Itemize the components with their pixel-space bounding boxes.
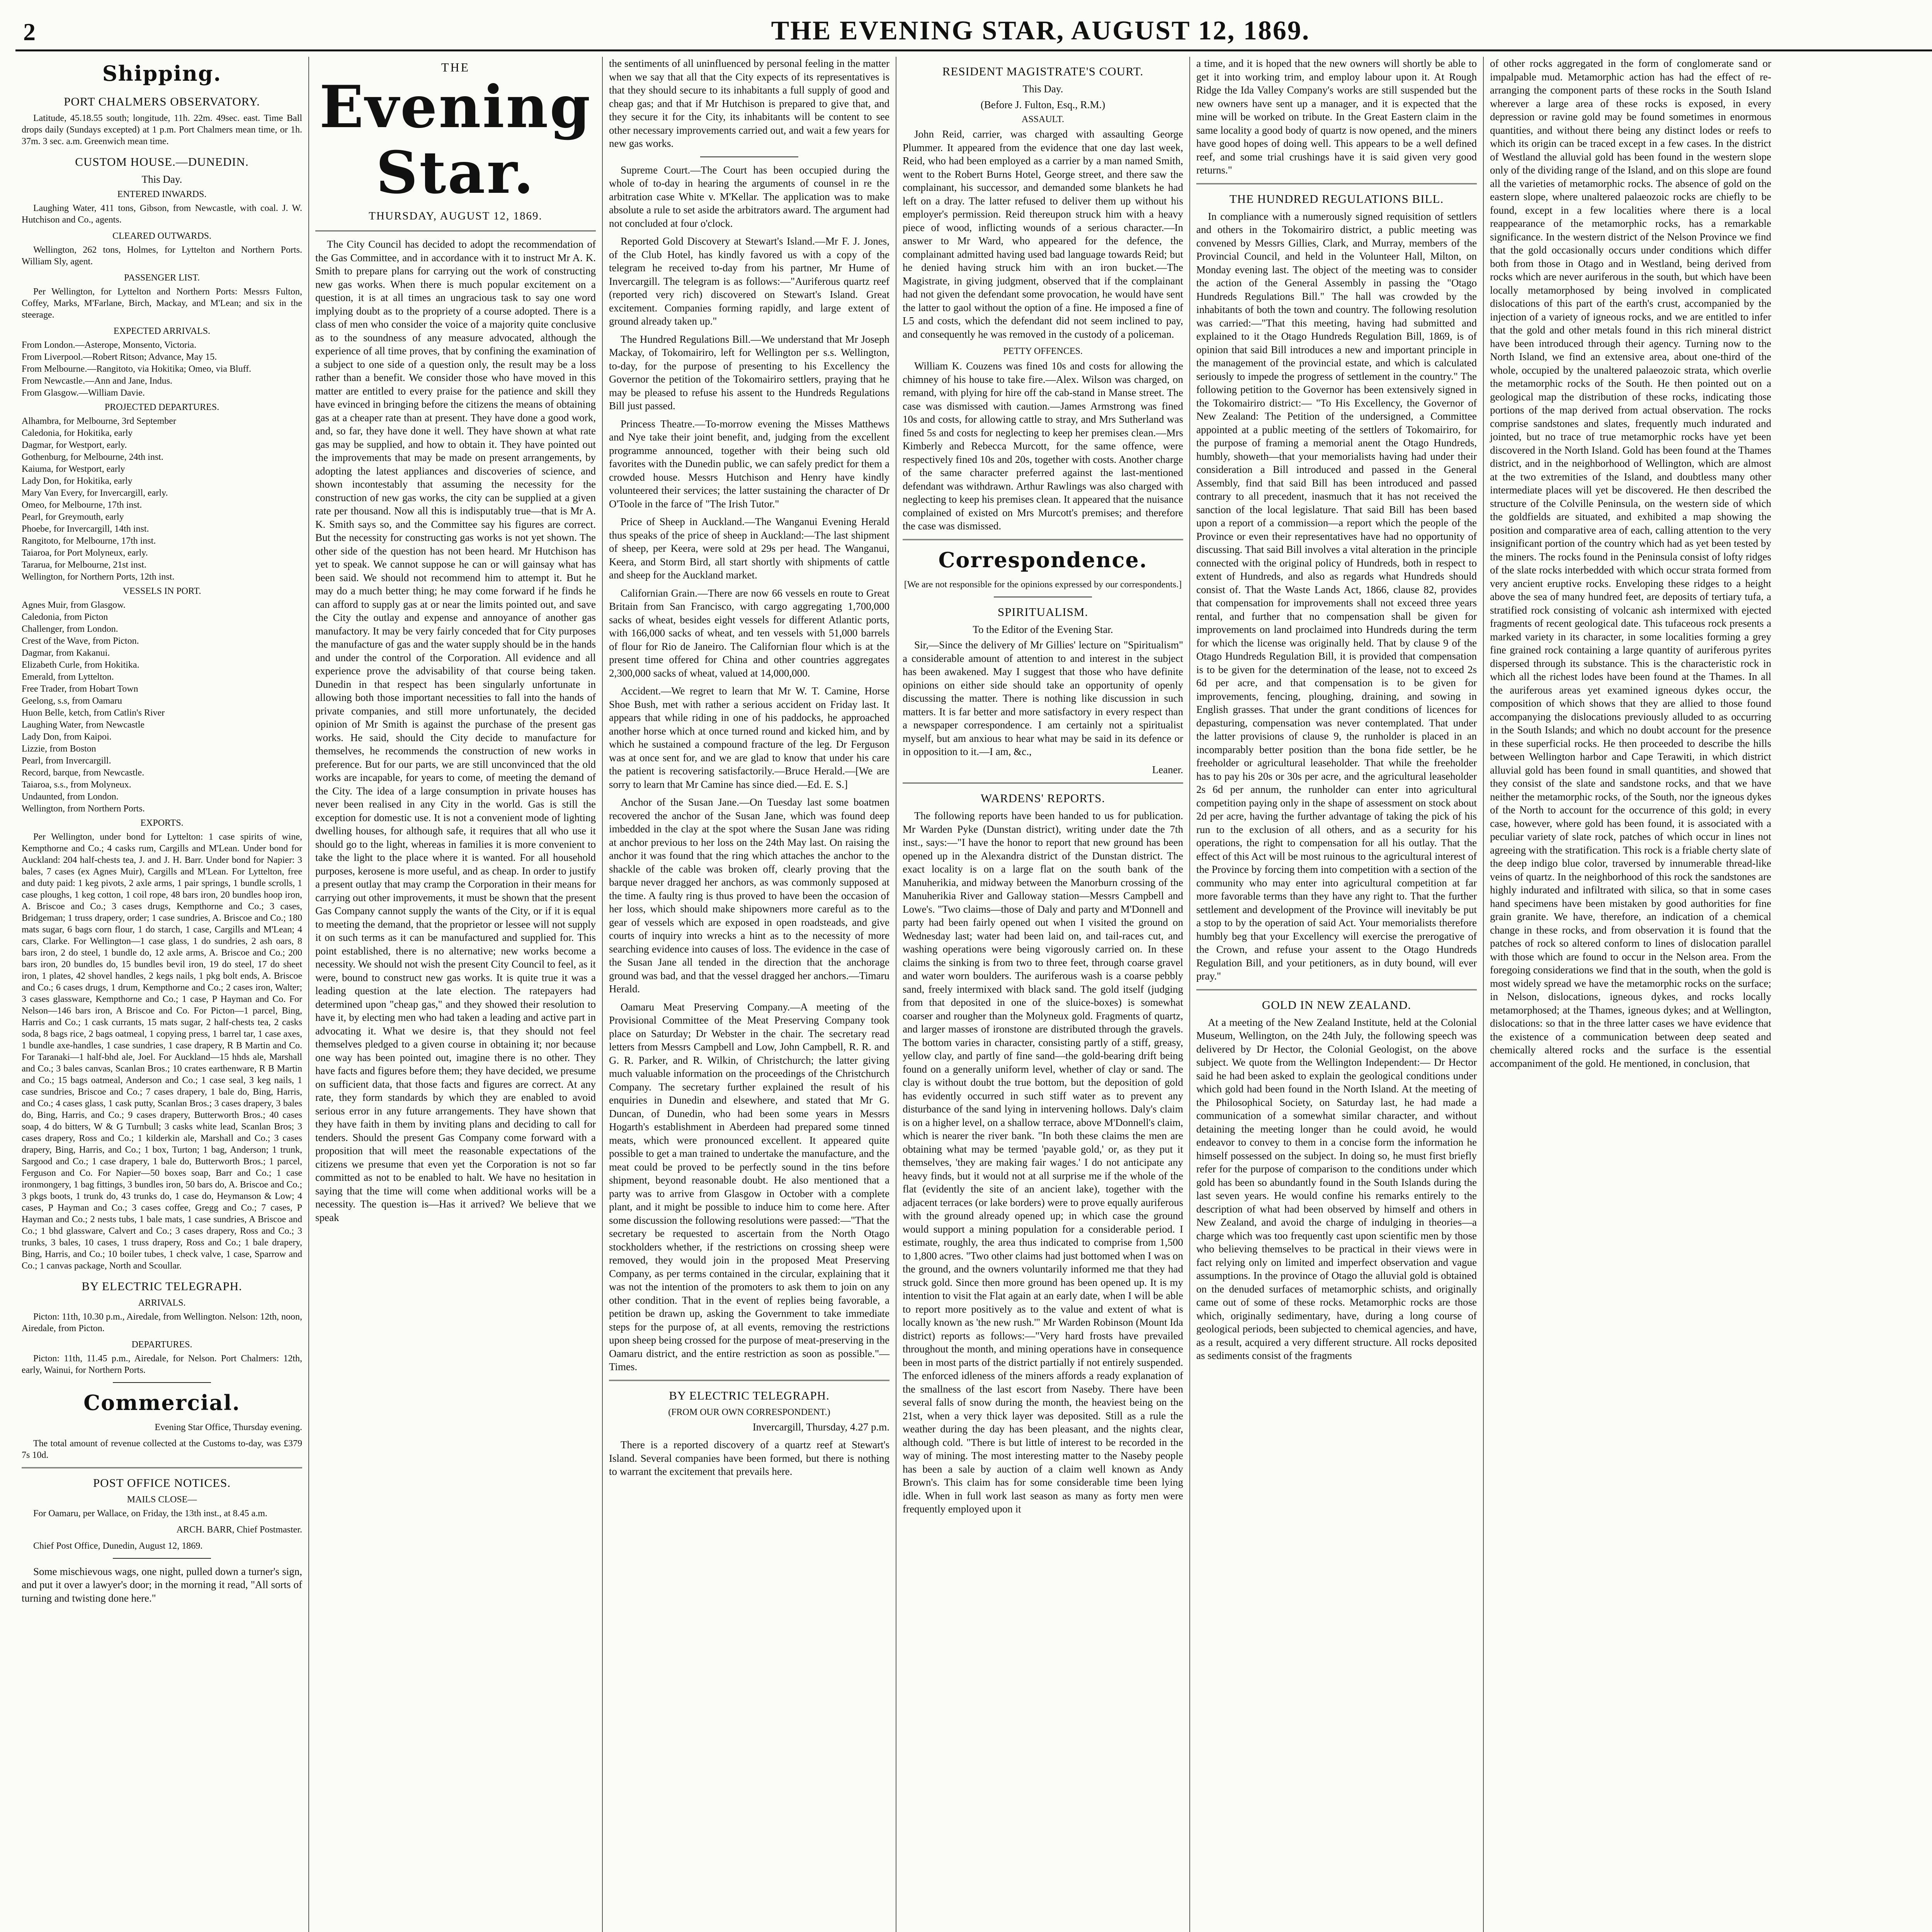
list-item: Huon Belle, ketch, from Catlin's River xyxy=(22,707,165,718)
vessels-list xyxy=(22,599,302,815)
postoffice-place: Chief Post Office, Dunedin, August 12, 1869. xyxy=(33,1541,203,1551)
divider xyxy=(315,230,596,231)
list-item: Taiaroa, s.s., from Molyneux. xyxy=(22,779,131,790)
news-paragraph: Californian Grain.—There are now 66 vessels en route to Great Britain from San Francisco, with cargo aggregating 1,700,000 sacks of wheat, besides eight vessels for different Atlantic ports, with 166,000 sacks of wheat, and ten vessels with 51,000 barrels of flour for Rio de Janeiro. The Californian flour which is at the present time offered for China and other countries aggregates 2,300,000 sacks of wheat, valued at 14,000,000. xyxy=(609,587,889,679)
wardens-continued: a time, and it is hoped that the new owners will shortly be able to get it into working trim, and employ labour upon it. At Rough Ridge the Ida Valley Company's works are still suspended but the new owners have sent up a manager, and it is expected that the mine will be worked on tribute. In the Great Eastern claim in the same locality a good body of quartz is now opened, and the miners have good hopes of doing well. This appears to be a well defined reef, and some trial crushings have it is said given very good returns." xyxy=(1196,58,1477,176)
exports-heading: EXPORTS. xyxy=(140,818,184,828)
telegraph-heading: BY ELECTRIC TELEGRAPH. xyxy=(669,1388,830,1402)
list-item: Dagmar, for Westport, early. xyxy=(22,440,127,450)
column-2 xyxy=(309,57,603,1932)
court-heading: RESIDENT MAGISTRATE'S COURT. xyxy=(942,65,1144,78)
news-paragraph: Anchor of the Susan Jane.—On Tuesday last some boatmen recovered the anchor of the Susan Jane, which was found deep imbedded in the clay at the spot where the Susan Jane was riding at anchor previous to her loss on the 24th May last. On raising the anchor it was found that the ring which attaches the anchor to the shackle of the cable was broken off, clearly proving that the barque never dragged her anchors, as was commonly supposed at the time. A faulty ring is thus proved to have been the occasion of her loss, which should make shipowners more careful as to the gear of vessels which are exposed in open roadsteads, and give courts of inquiry into wrecks a hint as to the necessity of more searching evidence into causes of loss. The evidence in the case of the Susan Jane all tended in the direction that the anchorage ground was bad, and that the vessel dragged her anchors.—Timaru Herald. xyxy=(609,796,889,995)
telegraph-text: There is a reported discovery of a quartz reef at Stewart's Island. Several companies have been formed, but there is nothing to warrant the excitement that prevails here. xyxy=(609,1439,889,1477)
spiritualism-to: To the Editor of the Evening Star. xyxy=(973,623,1113,635)
bill-heading: THE HUNDRED REGULATIONS BILL. xyxy=(1229,192,1444,206)
list-item: Dagmar, from Kakanui. xyxy=(22,648,110,658)
news-paragraph: Accident.—We regret to learn that Mr W. T. Camine, Horse Shoe Bush, met with rather a serious accident on Friday last. It appears that while riding in one of his paddocks, he approached another horse which at once turned round and kicked him, and by which he sustained a compound fracture of the leg. Dr Ferguson was at once sent for, and we are glad to know that under his care the patient is recovering satisfactorily.—Bruce Herald.—[We are sorry to learn that Mr Camine has since died.—Ed. E. S.] xyxy=(609,685,889,790)
entered-heading: ENTERED INWARDS. xyxy=(117,189,207,199)
telegraph-subheading: (FROM OUR OWN CORRESPONDENT.) xyxy=(668,1407,830,1417)
assault-text: John Reid, carrier, was charged with assaulting George Plummer. It appeared from the evidence that one day last week, Reid, who had been employed as a carrier by a man named Smith, went to the Robert Burns Hotel, George street, and there saw the complainant, his successor, and demanded some blankets he had left on a dray. The latter refused to deliver them up without his employer's permission. Reid thereupon struck him with a heavy piece of wood, inflicting wounds of a serious character.—In answer to Mr Ward, who appeared for the defence, the complainant admitted having used bad language towards Reid; but he denied having struck him with an iron bucket.—The Magistrate, in giving judgment, observed that if the complainant had not given the defendant some provocation, he would have sent the latter to gaol without the option of a fine. He imposed a fine of L5 and costs, which the defendant did not seem inclined to pay, and consequently he was removed in the custody of a policeman. xyxy=(903,128,1183,340)
list-item: Lady Don, from Kaipoi. xyxy=(22,731,112,742)
list-item: Pearl, for Greymouth, early xyxy=(22,512,124,522)
list-item: Crest of the Wave, from Picton. xyxy=(22,636,139,646)
list-item: From London.—Asterope, Monsento, Victoria. xyxy=(22,340,197,350)
list-item: Geelong, s.s, from Oamaru xyxy=(22,696,122,706)
tel-arrivals-text: Picton: 11th, 10.30 p.m., Airedale, from Wellington. Nelson: 12th, noon, Airedale, from Picton. xyxy=(22,1311,302,1333)
list-item: Rangitoto, for Melbourne, 17th inst. xyxy=(22,536,156,546)
news-paragraph: The Hundred Regulations Bill.—We understand that Mr Joseph Mackay, of Tokomairiro, left for Wellington per s.s. Wellington, to-day, for the purpose of presenting to his Excellency the Governor the petition of the Tokomairiro settlers, praying that he may be pleased to refuse his assent to the Hundreds Regulations Bill just passed. xyxy=(609,333,889,412)
page-title: THE EVENING STAR, AUGUST 12, 1869. xyxy=(771,16,1310,46)
correspondence-note: [We are not responsible for the opinions expressed by our correspondents.] xyxy=(904,579,1182,590)
gold-nz-continued: of other rocks aggregated in the form of conglomerate sand or impalpable mud. Metamorphic action has had the effect of re-arranging the component parts of these rocks in the South Island wherever a large area of these rocks is exposed, in every depression or ravine gold may be found sometimes in enormous quantities, and without there being any distinct lodes or reefs to which its origin can be traced except in a few cases. In the district of Westland the alluvial gold has been found in the western slope only of the dividing range of the Island, and on this slope are found all the varieties of metamorphic rocks. The absence of gold on the eastern slope, where unaltered palaeozoic rocks are chiefly to be found, except in a few localities where there is a local reappearance of the metamorphic rocks, has a remarkable significance. In the western district of the Nelson Province we find that the gold occasionally occurs under conditions which differ both from those in Otago and in Westland, being derived from rocks which are never auriferous in the south, but which have been locally metamorphosed by being involved in complicated dislocations of this part of the earth's crust, accompanied by the injection of a variety of igneous rocks, and we are entitled to infer that the gold and other metals found in this rich mineral district have been introduced through their agency. Turning now to the North Island, we find an extensive area, about one-third of the whole, occupied by the unaltered palaeozoic strata, which overlie the metamorphic rocks of the South. He then pointed out on a geological map the distribution of these rocks, indicating those portions of the map derived from actual observation. The rocks comprise sandstones and slates, frequently much indurated and jointed, but no trace of true metamorphic rocks have yet been discovered in the North Island. Gold has been found at the Thames district, and in the neighborhood of Wellington, which are almost at the two extremities of the Island, and doubtless many other intermediate places will yet be discovered. He then described the structure of the Colville Peninsula, on the western side of which the goldfields are situated, and exhibited a map showing the position and comparative area of each, calling attention to the very insignificant portion of the country which had as yet been tested by the miners. The rocks found in the Peninsula consist of lofty ridges of the slate rocks interbedded with which occur strata formed from very ancient eruptive rocks. Enveloping these ridges to a height above the sea of many hundred feet, are deposits of tertiary tufa, a stratified rock consisting of volcanic ash intermixed with ejected fragments of recent geological date. This tufaceous rock presents a marked variety in its character, in some localities forming a grey fine grained rock containing a large quantity of auriferous pyrites dispersed through its substance. This is the characteristic rock in which all the richest lodes have been found at the Thames. In all the auriferous areas yet examined igneous dykes occur, the composition of which shows that they are allied to those found accompanying the dislocations previously alluded to as occurring in the South Islands; and which no doubt account for the presence in these superficial rocks. He then proceeded to describe the hills between Wellington harbor and Cape Terawiti, in which district alluvial gold has been found in small quantities, and showed that they consist of the slate and sandstone rocks, and that we have neither the metamorphic rocks, of the South, nor the igneous dykes of the North to account for the occurrence of this gold; in every case, however, where gold has been found, it is associated with a peculiar variety of slate rock, patches of which occur in lines not agreeing with the stratification. This rock is a friable cherty slate of the deep indigo blue color, traversed by innumerable thread-like veins of quartz. In the neighborhood of this rock the sandstones are highly indurated and infiltrated with silica, so that in some cases hand specimens have been mistaken by good authorities for fine grain granite. We have, therefore, an indication of a chemical change in these rocks, and from observation it is found that the patches of rock so altered conform to lines of dislocation parallel with those which are found to occur in the Nelson area. From the foregoing considerations we find that in the south, when the gold is most widely spread we have the metamorphic rocks on the surface; in Nelson, dislocations, igneous dykes, and rocks locally metamorphosed; at the Thames, igneous dykes; and at Wellington, dislocations: so that in the three latter cases we have evidence that the existence of a communication between deep seated and chemically altered rocks and the surface is the essential accompaniment of the gold. He mentioned, in conclusion, that xyxy=(1490,58,1771,1069)
customs-day: This Day. xyxy=(141,173,182,185)
list-item: Pearl, from Invercargill. xyxy=(22,755,111,766)
divider xyxy=(609,1380,889,1381)
divider xyxy=(1196,989,1477,990)
list-item: Caledonia, for Hokitika, early xyxy=(22,428,133,438)
commercial-office: Evening Star Office, Thursday evening. xyxy=(155,1422,302,1432)
observatory-heading: PORT CHALMERS OBSERVATORY. xyxy=(64,95,260,108)
passenger-heading: PASSENGER LIST. xyxy=(124,272,200,283)
vessels-heading: VESSELS IN PORT. xyxy=(122,586,201,596)
telegraph-heading: BY ELECTRIC TELEGRAPH. xyxy=(82,1279,242,1293)
list-item: Challenger, from London. xyxy=(22,624,118,634)
divider xyxy=(113,1382,211,1383)
court-before: (Before J. Fulton, Esq., R.M.) xyxy=(980,99,1105,111)
wags-text: Some mischievous wags, one night, pulled down a turner's sign, and put it over a lawyer's door; in the morning it read, "All sorts of turning and twisting done here." xyxy=(22,1565,302,1604)
list-item: Gothenburg, for Melbourne, 24th inst. xyxy=(22,452,163,462)
page-header xyxy=(15,12,1932,51)
news-paragraph: Supreme Court.—The Court has been occupied during the whole of to-day in hearing the arguments of counsel in re the arbitration case White v. M'Kellar. The application was to make absolute a rule to set aside the arbitrators award. The argument had not concluded at four o'clock. xyxy=(609,164,889,229)
list-item: Undaunted, from London. xyxy=(22,791,119,802)
tel-arrivals-heading: ARRIVALS. xyxy=(138,1298,186,1308)
tel-departures-heading: DEPARTURES. xyxy=(131,1339,192,1350)
gold-nz-heading: GOLD IN NEW ZEALAND. xyxy=(1262,998,1412,1012)
editorial-continued: the sentiments of all uninfluenced by personal feeling in the matter when we say that all that the City expects of its representatives is that they should secure to its inhabitants a full supply of good and cheap gas; and that if Mr Hutchison is prepared to give that, and they secure it for the City, its inhabitants will be content to see other necessary improvements carried out, and wait a few years for new gas works. xyxy=(609,58,889,149)
gold-nz-text: At a meeting of the New Zealand Institute, held at the Colonial Museum, Wellington, on the 24th July, the following speech was delivered by Dr Hector, the Colonial Geologist, on the above subject. We quote from the Wellington Independent:— Dr Hector said he had been asked to explain the geological conditions under which gold had been found in the North Island. At the meeting of the Philosophical Society, on Saturday last, he had made a communication of a somewhat similar character, and without detaining the meeting longer than he could avoid, he would endeavor to convey to them in a concise form the information he himself possessed on the subject. In doing so, he must first briefly refer for the purpose of comparison to the conditions under which gold has been so abundantly found in the South Islands during the last seven years. He would confine his remarks entirely to the description of what had been observed by himself and others in New Zealand, and avoid the charge of indulging in theories—a charge which was too frequently cast upon scientific men by those who believing themselves to be practical in their views were in fact relying only on limited and imperfect observation and vague assumptions. In the province of Otago the alluvial gold is obtained on the denuded surfaces of metamorphic schists, and originally came out of some of these rocks. Metamorphic rocks are those which, originally sedimentary, have, during a long course of geological periods, been subjected to chemical agencies, and have, as a result, acquired a very different structure. All rocks deposited as sediments consist of the fragments xyxy=(1196,1016,1477,1361)
list-item: Lizzie, from Boston xyxy=(22,743,96,754)
divider xyxy=(700,156,798,157)
list-item: From Melbourne.—Rangitoto, via Hokitika; Omeo, via Bluff. xyxy=(22,364,252,374)
list-item: Taiaroa, for Port Molyneux, early. xyxy=(22,548,148,558)
list-item: Wellington, from Northern Ports. xyxy=(22,803,145,814)
list-item: From Liverpool.—Robert Ritson; Advance, May 15. xyxy=(22,352,217,362)
exports-text: Per Wellington, under bond for Lyttelton: 1 case spirits of wine, Kempthorne and Co.; 4 casks rum, Cargills and M'Lean. Under bond for Auckland: 204 half-chests tea, J. and J. H. Barr. Under bond for Napier: 3 bales, 7 cases (ex Agnes Muir), Cargills and M'Lean. For Lyttelton, free and duty paid: 1 keg pivots, 2 axle arms, 1 pair springs, 1 bundle scrolls, 1 case ploughs, 1 keg cotton, 1 coil rope, 48 bars iron, 20 bundles hoop iron, A. Briscoe and Co.; 3 cases drugs, Kempthorne and Co.; 3 cases, Bridgeman; 1 truss drapery, order; 1 case sundries, A. Briscoe and Co.; 180 mats sugar, 6 bags corn flour, 1 do starch, 1 case, Cargills and M'Lean; 4 cars, Clarke. For Wellington—1 case glass, 1 do sundries, 2 ash oars, 8 bars iron, 2 do steel, 1 bundle do, 12 axle arms, A. Briscoe and Co.; 200 bars iron, 20 bundles do, 15 bundles bevil iron, 19 do steel, 17 do sheet iron, 1 plates, 42 shovel handles, 2 kegs nails, 1 pkg bolt ends, A. Briscoe and Co.; 6 cases drugs, 1 drum, Kempthorne and Co.; 2 cases iron, Walter; 3 cases glassware, Kempthorne and Co.; 1 case, P Hayman and Co. For Nelson—146 bars iron, A Briscoe and Co. For Picton—1 parcel, Bing, Harris and Co.; 1 cask currants, 15 mats sugar, 2 half-chests tea, 2 casks soda, 8 bags rice, 2 bags oatmeal, 1 copying press, 1 barrel tar, 1 case axes, 1 bundle axe-handles, 1 case sundries, 1 case drapery, R B Martin and Co. For Taranaki—1 half-bhd ale, Joel. For Auckland—15 hhds ale, Marshall and Co.; 3 bales canvas, Scanlan Bros.; 10 crates earthenware, R B Martin and Co.; 15 bags oatmeal, Anderson and Co.; 1 case seal, 3 keg nails, 1 case sundries, Briscoe and Co.; 7 cases drapery, 1 bale do, Bing, Harris, and Co.; 4 cases glass, 1 cask putty, Scanlan Bros.; 3 cases drapery, 3 bales do, Bing, Harris, and Co.; 9 cases drapery, Butterworth Bros.; 40 cases soap, 4 do bitters, W & G Turnbull; 3 casks white lead, Scanlan Bros; 3 cases drapery, Ross and Co.; 1 kilderkin ale, Marshall and Co.; 3 cases drapery, Bing, Harris, and Co.; 1 box, Turton; 1 bag, Anderson; 1 trunk, Sargood and Co.; 1 case drapery, 1 bale do, Butterworth Bros.; 1 parcel, Ferguson and Co. For Napier—50 boxes soap, Barr and Co.; 1 case ironmongery, 1 bag fittings, 3 bundles iron, 50 bars do, A. Briscoe and Co.; 3 pkgs boots, 1 trunk do, 43 trunks do, 1 case do, Heymanson & Low; 4 cases, P Hayman and Co.; 3 cases coffee, Gregg and Co.; 7 cases, P Hayman and Co.; 2 nests tubs, 1 bale mats, 1 case sundries, A Briscoe and Co.; 1 bhd glassware, Calvert and Co.; 3 cases drapery, Ross and Co.; 3 trunks, 3 bales, 10 cases, 1 truss drapery, Ross and Co.; 1 bale drapery, Bing, Harris, and Co.; 10 boiler tubes, 1 check valve, 1 case, Sparrow and Co.; 1 canvas package, North and Scoullar. xyxy=(22,832,302,1271)
list-item: Free Trader, from Hobart Town xyxy=(22,684,138,694)
petty-text: William K. Couzens was fined 10s and costs for allowing the chimney of his house to take fire.—Alex. Wilson was charged, on remand, with plying for hire off the cab-stand in Manse street. The case was dismissed with caution.—James Armstrong was fined 10s and costs, for allowing cattle to stray, and Mrs Sutherland was fined 5s and costs for neglecting to keep her premises clean.—Mrs Kimberly and Rebecca Murcott, for the same offence, were respectively fined 10s and 20s, together with costs. Another charge of the same character preferred against the last-mentioned defendant was withdrawn. Arthur Rawlings was also charged with neglecting to keep his premises clean. It appeared that the nuisance complained of existed on Mrs Murcott's premises; and therefore the case was dismissed. xyxy=(903,360,1183,532)
list-item: Caledonia, from Picton xyxy=(22,612,108,622)
column-6 xyxy=(1484,57,1777,1932)
customs-heading: CUSTOM HOUSE.—DUNEDIN. xyxy=(75,155,249,168)
column-4 xyxy=(896,57,1190,1932)
masthead-the: THE xyxy=(441,60,470,74)
list-item: Lady Don, for Hokitika, early xyxy=(22,476,133,486)
news-paragraph: Price of Sheep in Auckland.—The Wanganui Evening Herald thus speaks of the price of sheep in Auckland:—The last shipment of sheep, per Keera, were sold at 29s per head. The Wanganui, Keera, and Storm Bird, all start shortly with shipments of cattle and sheep for the Auckland market. xyxy=(609,516,889,581)
list-item: Agnes Muir, from Glasgow. xyxy=(22,600,126,610)
list-item: Emerald, from Lyttelton. xyxy=(22,672,114,682)
shipping-heading: Shipping. xyxy=(102,61,222,86)
columns xyxy=(15,57,1932,1932)
editorial-text: The City Council has decided to adopt the recommendation of the Gas Committee, and in accordance with it to instruct Mr A. K. Smith to prepare plans for carrying out the work of constructing new gas works. When there is much popular excitement on a question, it is at all times an ungracious task to say one word implying doubt as to the propriety of a course adopted. There is a class of men who consider the voice of a majority quite conclusive as to the soundness of any measure advocated, although the experience of all time proves, that by confining the examination of a subject to one side of a question only, the result may be a loss rather than a benefit. We consider those who have moved in this matter are entitled to every praise for the patience and skill they have evinced in bringing before the citizens the means of obtaining gas at a cheaper rate than at present. They have done a good work, and, so far, they have done it well. They have shown at what rate gas may be supplied, and how to obtain it. They have pointed out the improvements that may be made on present arrangements, by adopting the latest appliances and discoveries of science, and shown incontestably that assuming the necessity for the construction of new gas works, the city can be supplied at a given rate per thousand. Now all this is indisputably true—that is Mr A. K. Smith says so, and the Committee say his figures are correct. But the necessity for constructing gas works is not yet shown. The other side of the question has not been heard. Mr Hutchison has yet to speak. We cannot suppose he can or will gainsay what has been said. We should not recommend him to attempt it. But he may do a much better thing; he may come forward if he finds he can afford to supply gas at or near the limits pointed out, and save the City the outlay and expense and annoyance of another gas manufactory. It may be very fairly conceded that for City purposes the manufacture of gas and the water supply should be in the hands and under the control of the Corporation. All evidence and all experience prove the advisability of that course being taken. Dunedin in that respect has been singularly unfortunate in allowing both those important necessities to fall into the hands of private companies, and still more unfortunately, the decided opinion of Mr Smith is against the purchase of the present gas works. He said, should the City decide to manufacture for themselves, he recommends the construction of new works in preference. But for our parts, we are still unconvinced that the old works are incapable, for years to come, of meeting the demand of the City. The idea of a large consumption in private houses has never been realised in any City in the world. Gas is still the exception for domestic use. It is not a convenient mode of lighting dwelling houses, for although safe, it requires that all who use it should go to the light, whereas in families it is more convenient to take the light to the place where it is wanted. For all household purposes, kerosene is more useful, and as cheap. In order to justify a present outlay that may cramp the Corporation in their means for carrying out other improvements, it must be shown that the present Gas Company cannot supply the wants of the City, or if it is equal to meeting the demand, that the proprietor or lessee will not supply it on such terms as it can be manufactured and supplied for. This point established, there is no alternative; new works become a necessity. We should not wish the present City Council to feel, as it were, bound to construct new gas works. It is quite true it was a leading question at the late election. The ratepayers had determined upon "cheap gas," and they showed their resolution to have it, by electing men who had taken a leading and active part in advocating it. What we desire is, that they should not feel themselves pledged to a given course in obtaining it; nor because one way has been pointed out, imagine there is no other. They have facts and figures before them; they have decided, we presume on sufficient data, that those facts and figures are correct. At any rate, they form standards by which they are enabled to avoid serious error in any future arrangements. They have shown that they have faith in them by inviting plans and deciding to call for tenders. Should the present Gas Company come forward with a proposition that will meet the reasonable expectations of the citizens we presume that even yet the Corporation is not so far committed as not to be enabled to halt. We have no hesitation in saying that the time will come when additional works will be a necessity. The question is—Has it arrived? We believe that we speak xyxy=(315,238,596,1223)
page-number: 2 xyxy=(23,18,36,46)
petty-heading: PETTY OFFENCES. xyxy=(1003,346,1083,356)
divider xyxy=(22,1467,302,1468)
cleared-text: Wellington, 262 tons, Holmes, for Lyttelton and Northern Ports. William Sly, agent. xyxy=(22,245,302,267)
telegraph-place: Invercargill, Thursday, 4.27 p.m. xyxy=(752,1421,889,1433)
tel-departures-text: Picton: 11th, 11.45 p.m., Airedale, for Nelson. Port Chalmers: 12th, early, Wainui, for Northern Ports. xyxy=(22,1353,302,1375)
list-item: Wellington, for Northern Ports, 12th inst. xyxy=(22,571,175,582)
departures-list xyxy=(22,415,302,583)
news-paragraph: Princess Theatre.—To-morrow evening the Misses Matthews and Nye take their joint benefit, and, judging from the excellent programme announced, together with their being such old favorites with the Dunedin public, we can safely predict for them a crowded house. Messrs Hutchison and Henry have kindly volunteered their services; the latter sustaining the character of Dr O'Toole in the farce of "The Irish Tutor." xyxy=(609,418,889,510)
news-paragraph: Reported Gold Discovery at Stewart's Island.—Mr F. J. Jones, of the Club Hotel, has kindly favored us with a copy of the telegram he received to-day from his partner, Mr Hume of Invercargill. The telegram is as follows:—"Auriferous quartz reef (reported very rich) discovered on Stewart's Island. Great excitement. Companies forming rapidly, and large extent of ground already taken up." xyxy=(609,235,889,327)
list-item: Kaiuma, for Westport, early xyxy=(22,464,125,474)
divider xyxy=(903,539,1183,540)
list-item: From Glasgow.—William Davie. xyxy=(22,388,145,398)
dateline: THURSDAY, AUGUST 12, 1869. xyxy=(369,209,543,222)
wardens-text: The following reports have been handed to us for publication. Mr Warden Pyke (Dunstan district), writing under date the 7th inst., says:—"I have the honor to report that new ground has been opened up in the Alexandra district of the Dunstan district. The exact locality is on a large flat on the south bank of the Manuherikia, and midway between the Manorburn crossing of the Manuherikia River and Galloway station—Messrs Campbell and Lowe's. "Two claims—those of Daly and party and M'Donnell and party had been fairly opened out when I visited the ground on Wednesday last; water had been laid on, and tail-races cut, and washing operations were being vigorously carried on. In these claims the sinking is from two to three feet, through coarse gravel and water worn boulders. The auriferous wash is a coarse pebbly sand, freely intermixed with black sand. The gold itself (judging from that deposited in one of the sluice-boxes) is somewhat coarser and rougher than the Molyneux gold. Fragments of quartz, and larger masses of ironstone are distributed through the gravels. The bottom varies in character, consisting partly of a stiff, greasy, yellow clay, and partly of fine sand—the gold-bearing drift being found on a generally uniform level, whether of clay or sand. The clay is without doubt the true bottom, but the deposition of gold has evidently occurred in such stiff water as to prevent any disturbance of the sand lying in intervening hollows. Daly's claim is on a higher level, on a shallow terrace, above M'Donnell's claim, which is nearer the river bank. "In both these claims the men are obtaining what may be termed 'payable gold,' or, as they put it themselves, 'they are making fair wages.' I do not anticipate any heavy finds, but it would not at all surprise me if the whole of the flat (evidently the site of an ancient lake), together with the adjacent terraces (or lake borders) were to prove equally auriferous with the ground already opened up; in which case the ground would support a mining population for a considerable period. I estimate, roughly, the area thus indicated to comprise from 1,500 to 1,800 acres. "Two other claims had just bottomed when I was on the ground, and the owners voluntarily informed me that they had struck gold. Since then more ground has been opened up. It is my intention to visit the Flat again at an early date, when I will be able to report more positively as to the value and extent of what is locally known as 'the new rush.'" Mr Warden Robinson (Mount Ida district) reports as follows:—"Very hard frosts have prevailed throughout the month, and mining operations have in consequence been in most parts of the district partially if not entirely suspended. The enforced idleness of the miners affords a ready explanation of the smallness of the last escort from Naseby. There have been several falls of snow during the month, the heaviest being on the 21st, when a very thick layer was deposited. Still as a rule the weather during the day has been pleasant, and the nights clear, although cold. "There is but little of interest to be recorded in the way of mining. The most interesting matter to the Naseby people has been a sale by auction of a claim well known as Andy Brown's. This claim has for some considerable time been lying idle. When in full work last season as many as forty men were frequently employed upon it xyxy=(903,810,1183,1515)
list-item: Record, barque, from Newcastle. xyxy=(22,767,145,778)
commercial-text: The total amount of revenue collected at the Customs to-day, was £379 7s 10d. xyxy=(22,1438,302,1460)
list-item: Elizabeth Curle, from Hokitika. xyxy=(22,660,139,670)
column-5 xyxy=(1190,57,1484,1932)
arrivals-heading: EXPECTED ARRIVALS. xyxy=(113,326,211,336)
postoffice-heading: POST OFFICE NOTICES. xyxy=(93,1476,231,1490)
list-item: Tararua, for Melbourne, 21st inst. xyxy=(22,560,146,570)
masthead-block xyxy=(315,61,596,223)
list-item: Omeo, for Melbourne, 17th inst. xyxy=(22,500,142,510)
list-item: Alhambra, for Melbourne, 3rd September xyxy=(22,416,176,426)
departures-heading: PROJECTED DEPARTURES. xyxy=(104,402,219,412)
postoffice-text: For Oamaru, per Wallace, on Friday, the 13th inst., at 8.45 a.m. xyxy=(33,1508,267,1519)
commercial-heading: Commercial. xyxy=(83,1390,240,1415)
news-paragraph: Oamaru Meat Preserving Company.—A meeting of the Provisional Committee of the Meat Preserving Company took place on Saturday; Dr Webster in the chair. The secretary read letters from Messrs Campbell and Low, John Campbell, R. R. and G. R. Parker, and R. Wilkin, of Christchurch; the latter giving much valuable information on the proceedings of the Christchurch Company. The secretary further explained the result of his enquiries in Dunedin and elsewhere, and stated that Mr G. Duncan, of Dunedin, who had been some years in Messrs Hogarth's establishment in Aberdeen had prepared some tinned meats, which were pronounced excellent. It appeared quite possible to get a man trained to undertake the manufacture, and the meat could be proved to be perfectly sound in the tins before shipment, beyond reasonable doubt. He also mentioned that a party was to arrive from Glasgow in October with a complete plant, and it might be possible to induce him to come here. After some discussion the following resolutions were passed:—"That the secretary be requested to ascertain from the North Otago stockholders whether, if the restrictions on crossing sheep were removed, they would join in the proposed Meat Preserving Company, as per terms contained in the circular, explaining that it was not the intention of the promoters to ask them to join on any other condition. That in the event of replies being favorable, a petition be drawn up, asking the Government to take immediate steps for the purpose of, at all events, removing the restrictions upon sheep being crossed for the purpose of meat-preserving in the Oamaru district, and the entire restriction as soon as possible."—Times. xyxy=(609,1001,889,1372)
court-day: This Day. xyxy=(1022,83,1063,95)
postoffice-signature: ARCH. BARR, Chief Postmaster. xyxy=(176,1524,302,1535)
spiritualism-signature: Leaner. xyxy=(1152,764,1183,776)
masthead-name: Evening Star. xyxy=(319,73,592,207)
spiritualism-heading: SPIRITUALISM. xyxy=(997,605,1088,619)
bill-text: In compliance with a numerously signed requisition of settlers and others in the Tokomairiro district, a public meeting was convened by Messrs Gillies, Clark, and Murray, members of the Provincial Council, and held in the Volunteer Hall, Milton, on Monday evening last. The object of the meeting was to consider the action of the General Assembly in passing the "Otago Hundreds Regulations Bill." The hall was crowded by the inhabitants of both the town and country. The following resolution was carried:—"That this meeting, having had submitted and explained to it the Otago Hundreds Regulation Bill, 1869, is of opinion that said Bill introduces a new and important principle in the management of the provincial estate, and which is calculated seriously to impede the progress of settlement in the country." The following petition to the Governor has been extensively signed in the Tokomairiro district:— "To His Excellency, the Governor of New Zealand: The Petition of the undersigned, a Committee appointed at a public meeting of the settlers of Tokomairiro, for the purpose of framing a memorial anent the Otago Hundreds, humbly, showeth—that your memorialists having had under their consideration a Bill introduced and passed in the General Assembly, find that said Bill has been introduced and passed contrary to all precedent, inasmuch that it has not received the sanction of the local legislature. That said Bill has been based upon a report of a commission—a report which the people of the Province or even their representatives have had no opportunity of discussing. That said Bill involves a vital alteration in the principle connected with the original policy of Hundreds, both in respect to extent of Hundreds, and also as regards what Hundreds should consist of. That the Waste Lands Act, 1866, clause 82, provides that compensation for improvements shall not exceed three years rental, and further that no compensation shall be given for improvements on land proclaimed into Hundreds during the term for which the license was originally held. That by clause 9 of the Otago Hundreds Regulation Bill, it is provided that compensation is to be given for the determination of the lease, not to exceed 2s 6d per acre, and that compensation is to be given for improvements, fencing, ploughing, draining, and sowing in English grasses. That under the grant conditions of licences for depasturing, compensation was never contemplated. That under the latter provisions of clause 9, the runholder is placed in an incomparably better position than the bona fide settler, be he freeholder or agricultural leaseholder. That while the freeholder has to pay his 20s or 30s per acre, and the agricultural leaseholder 2s 6d per annum, the runholder can enter into agricultural competition paying only in the shape of assessment on stock about 2d per acre, having the further advantage of taking the pick of his run to the exclusion of all others, and as a security for his operations, the right to compensation for all his outlay. That the effect of this Act will be most ruinous to the agricultural interest of the Province by forcing them into competition with a section of the community who may enter into agricultural competition at far more favorable terms than they have any right to. That the further settlement and development of the Province will inevitably be put a stop to by the operation of said Act. Your memorialists therefore humbly beg that your Excellency will exercise the prerogative of the Crown, and refuse your assent to the Otago Hundreds Regulation Bill, and your petitioners, as in duty bound, will ever pray." xyxy=(1196,210,1477,982)
list-item: Phoebe, for Invercargill, 14th inst. xyxy=(22,524,149,534)
list-item: From Newcastle.—Ann and Jane, Indus. xyxy=(22,376,172,386)
wardens-heading: WARDENS' REPORTS. xyxy=(980,791,1105,805)
divider xyxy=(903,782,1183,784)
list-item: Laughing Water, from Newcastle xyxy=(22,719,145,730)
observatory-text: Latitude, 45.18.55 south; longitude, 11h. 22m. 49sec. east. Time Ball drops daily (Sundays excepted) at 1 p.m. Port Chalmers mean time, or 1h. 37m. 3 sec. a.m. Greenwich mean time. xyxy=(22,113,302,146)
list-item: Mary Van Every, for Invercargill, early. xyxy=(22,488,168,498)
passenger-text: Per Wellington, for Lyttelton and Northern Ports: Messrs Fulton, Coffey, Marks, M'Farlane, Birch, Mackay, and M'Lean; and six in the steerage. xyxy=(22,286,302,320)
cleared-heading: CLEARED OUTWARDS. xyxy=(112,231,211,241)
column-3 xyxy=(603,57,896,1932)
arrivals-list xyxy=(22,339,302,399)
divider xyxy=(113,1558,211,1559)
column-1 xyxy=(15,57,309,1932)
mails-close: MAILS CLOSE— xyxy=(127,1494,197,1505)
assault-heading: ASSAULT. xyxy=(1021,114,1065,124)
entered-text: Laughing Water, 411 tons, Gibson, from Newcastle, with coal. J. W. Hutchison and Co., agents. xyxy=(22,203,302,225)
spiritualism-text: Sir,—Since the delivery of Mr Gillies' lecture on "Spiritualism" a considerable amount of attention to and interest in the subject has been awakened. May I suggest that those who have definite opinions on either side should take an opportunity of openly discussing the matter. There is nothing like discussion in such matters. It is far better and more satisfactory in every respect than a newspaper correspondence. I am certainly not a spiritualist myself, but am anxious to hear what may be said in its defence or in opposition to it.—I am, &c., xyxy=(903,639,1183,757)
divider xyxy=(1196,183,1477,184)
correspondence-heading: Correspondence. xyxy=(938,547,1148,572)
